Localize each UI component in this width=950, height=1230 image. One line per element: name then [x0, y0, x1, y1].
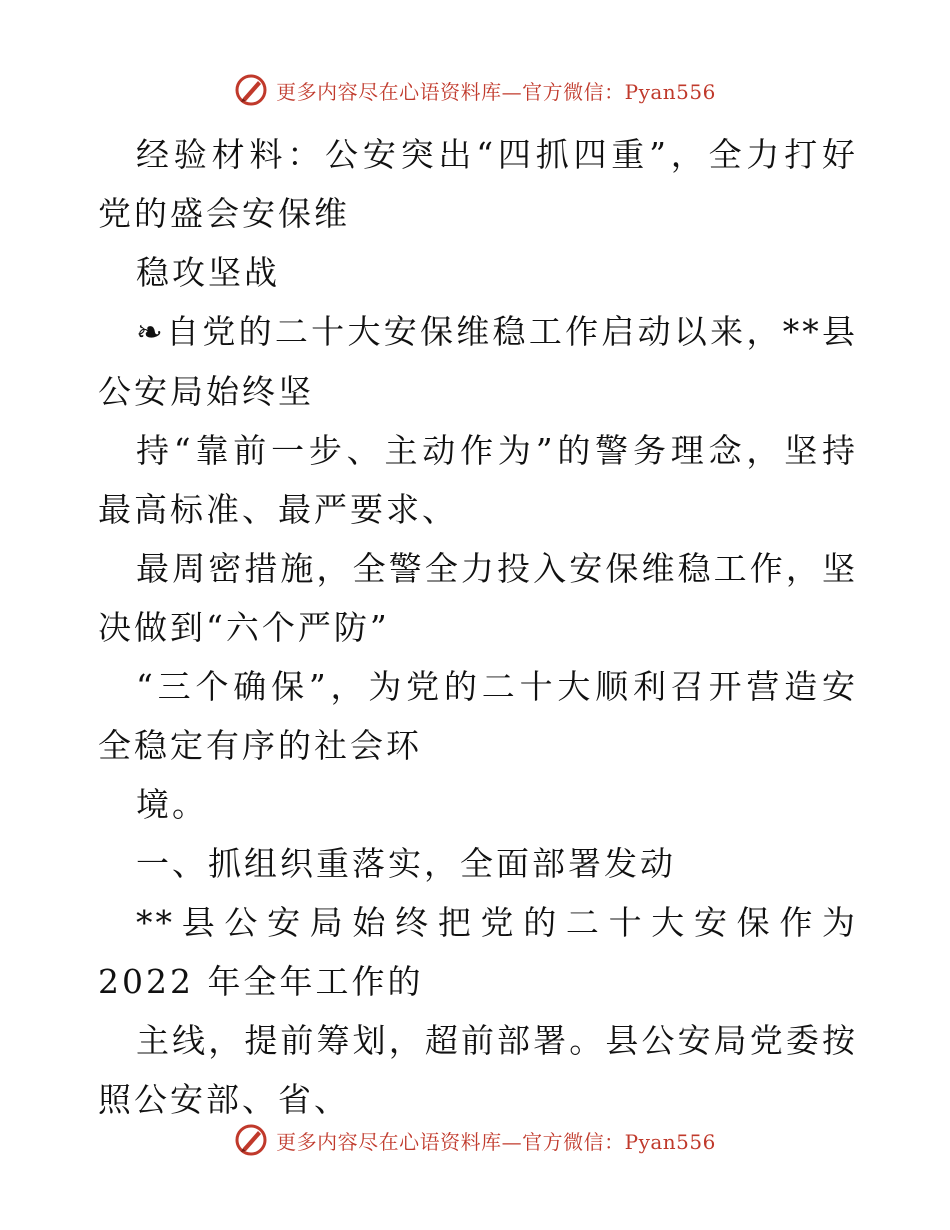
section-heading: 一、抓组织重落实，全面部署发动: [136, 844, 676, 883]
banner-text: 更多内容尽在心语资料库—官方微信：Pyan556: [276, 1129, 716, 1154]
paragraph: “三个确保”，为党的二十大顺利召开营造安全稳定有序的社会环: [98, 667, 858, 765]
footer-banner: [0, 1120, 950, 1160]
paragraph: 主线，提前筹划，超前部署。县公安局党委按照公安部、省、: [98, 1021, 858, 1119]
banner-text: 更多内容尽在心语资料库—官方微信：Pyan556: [276, 79, 716, 104]
header-banner: [0, 70, 950, 110]
paragraph: 持“靠前一步、主动作为”的警务理念，坚持最高标准、最严要求、: [98, 431, 858, 529]
document-title: 经验材料：公安突出“四抓四重”，全力打好党的盛会安保维: [98, 135, 858, 233]
paragraph: 境。: [136, 785, 208, 824]
paragraph: **县公安局始终把党的二十大安保作为 2022 年全年工作的: [98, 903, 858, 1001]
paragraph-intro: [98, 302, 858, 421]
title-continuation: 稳攻坚战: [136, 253, 280, 292]
pen-logo-icon: [234, 73, 268, 107]
fleuron-icon: ❧: [136, 313, 166, 351]
pen-logo-icon: [234, 1123, 268, 1157]
paragraph-intro-text: 自党的二十大安保维稳工作启动以来，**县公安局始终坚: [98, 312, 858, 411]
document-body: [98, 125, 858, 1129]
paragraph: 最周密措施，全警全力投入安保维稳工作，坚决做到“六个严防”: [98, 549, 858, 647]
